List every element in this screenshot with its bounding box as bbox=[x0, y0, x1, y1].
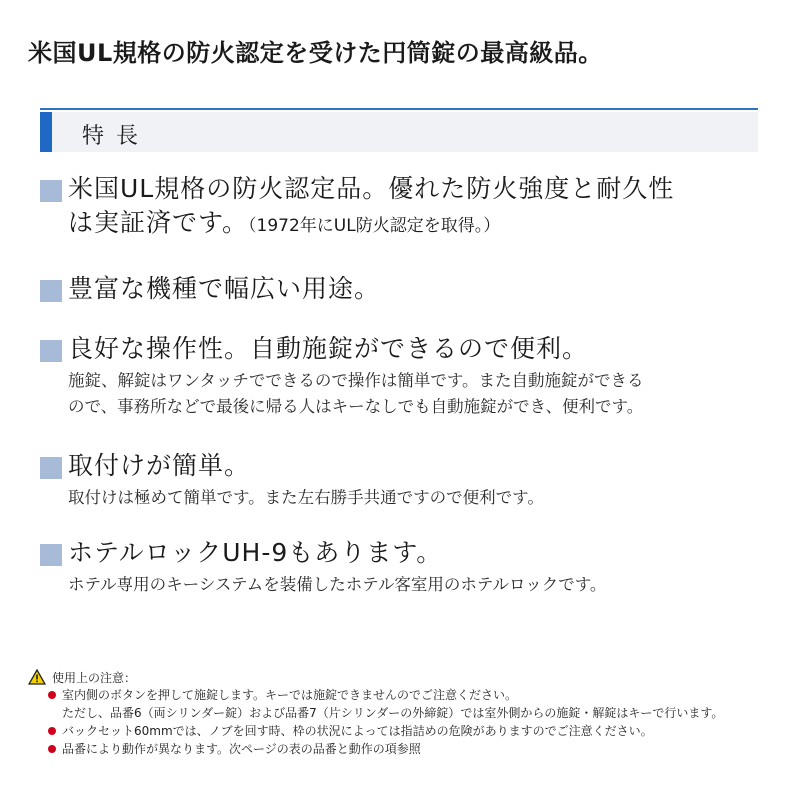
feature-title: ホテルロックUH-9もあります。 bbox=[68, 538, 443, 567]
section-rule bbox=[40, 108, 758, 110]
feature-description: 取付けは極めて簡単です。また左右勝手共通ですので便利です。 bbox=[68, 488, 544, 507]
feature-title: 良好な操作性。自動施錠ができるので便利。 bbox=[68, 334, 589, 363]
feature-title: 豊富な機種で幅広い用途。 bbox=[68, 274, 381, 303]
feature-item bbox=[40, 536, 770, 598]
caution-item: 室内側のボタンを押して施錠します。キーでは施錠できませんのでご注意ください。 bbox=[28, 686, 788, 704]
bullet-square-icon bbox=[40, 544, 62, 566]
caution-heading-text: 使用上の注意： bbox=[52, 670, 137, 685]
warning-icon bbox=[28, 669, 46, 685]
bullet-square-icon bbox=[40, 340, 62, 362]
caution-notes bbox=[28, 668, 788, 758]
page-headline: 米国UL規格の防火認定を受けた円筒錠の最高級品。 bbox=[28, 39, 603, 67]
feature-item bbox=[40, 449, 770, 511]
caution-item: バックセット60mmでは、ノブを回す時、枠の状況によっては指詰めの危険がありますのでご注意ください。 bbox=[28, 722, 788, 740]
feature-item bbox=[40, 332, 770, 420]
bullet-square-icon bbox=[40, 280, 62, 302]
feature-description: 施錠、解錠はワンタッチでできるので操作は簡単です。また自動施錠ができる ので、事務所などで最後に帰る人はキーなしでも自動施錠ができ、便利です。 bbox=[68, 371, 644, 416]
feature-item bbox=[40, 272, 770, 306]
red-bullet-icon bbox=[48, 691, 56, 699]
section-accent-bar bbox=[40, 112, 52, 152]
section-title: 特長 bbox=[82, 124, 151, 149]
bullet-square-icon bbox=[40, 180, 62, 202]
feature-item bbox=[40, 172, 770, 243]
section-header bbox=[40, 112, 758, 152]
feature-title: 米国UL規格の防火認定品。優れた防火強度と耐久性 は実証済です。（1972年にUL防火認定を取得。） bbox=[68, 174, 675, 237]
feature-note: （1972年にUL防火認定を取得。） bbox=[248, 216, 501, 236]
feature-description: ホテル専用のキーシステムを装備したホテル客室用のホテルロックです。 bbox=[68, 575, 607, 594]
feature-title: 取付けが簡単。 bbox=[68, 451, 251, 480]
caution-item-continuation: ただし、品番6（両シリンダー錠）および品番7（片シリンダーの外締錠）では室外側からの施錠・解錠はキーで行います。 bbox=[62, 706, 724, 720]
red-bullet-icon bbox=[48, 745, 56, 753]
red-bullet-icon bbox=[48, 727, 56, 735]
bullet-square-icon bbox=[40, 457, 62, 479]
caution-heading bbox=[28, 668, 788, 686]
caution-item: 品番により動作が異なります。次ページの表の品番と動作の項参照 bbox=[28, 740, 788, 758]
